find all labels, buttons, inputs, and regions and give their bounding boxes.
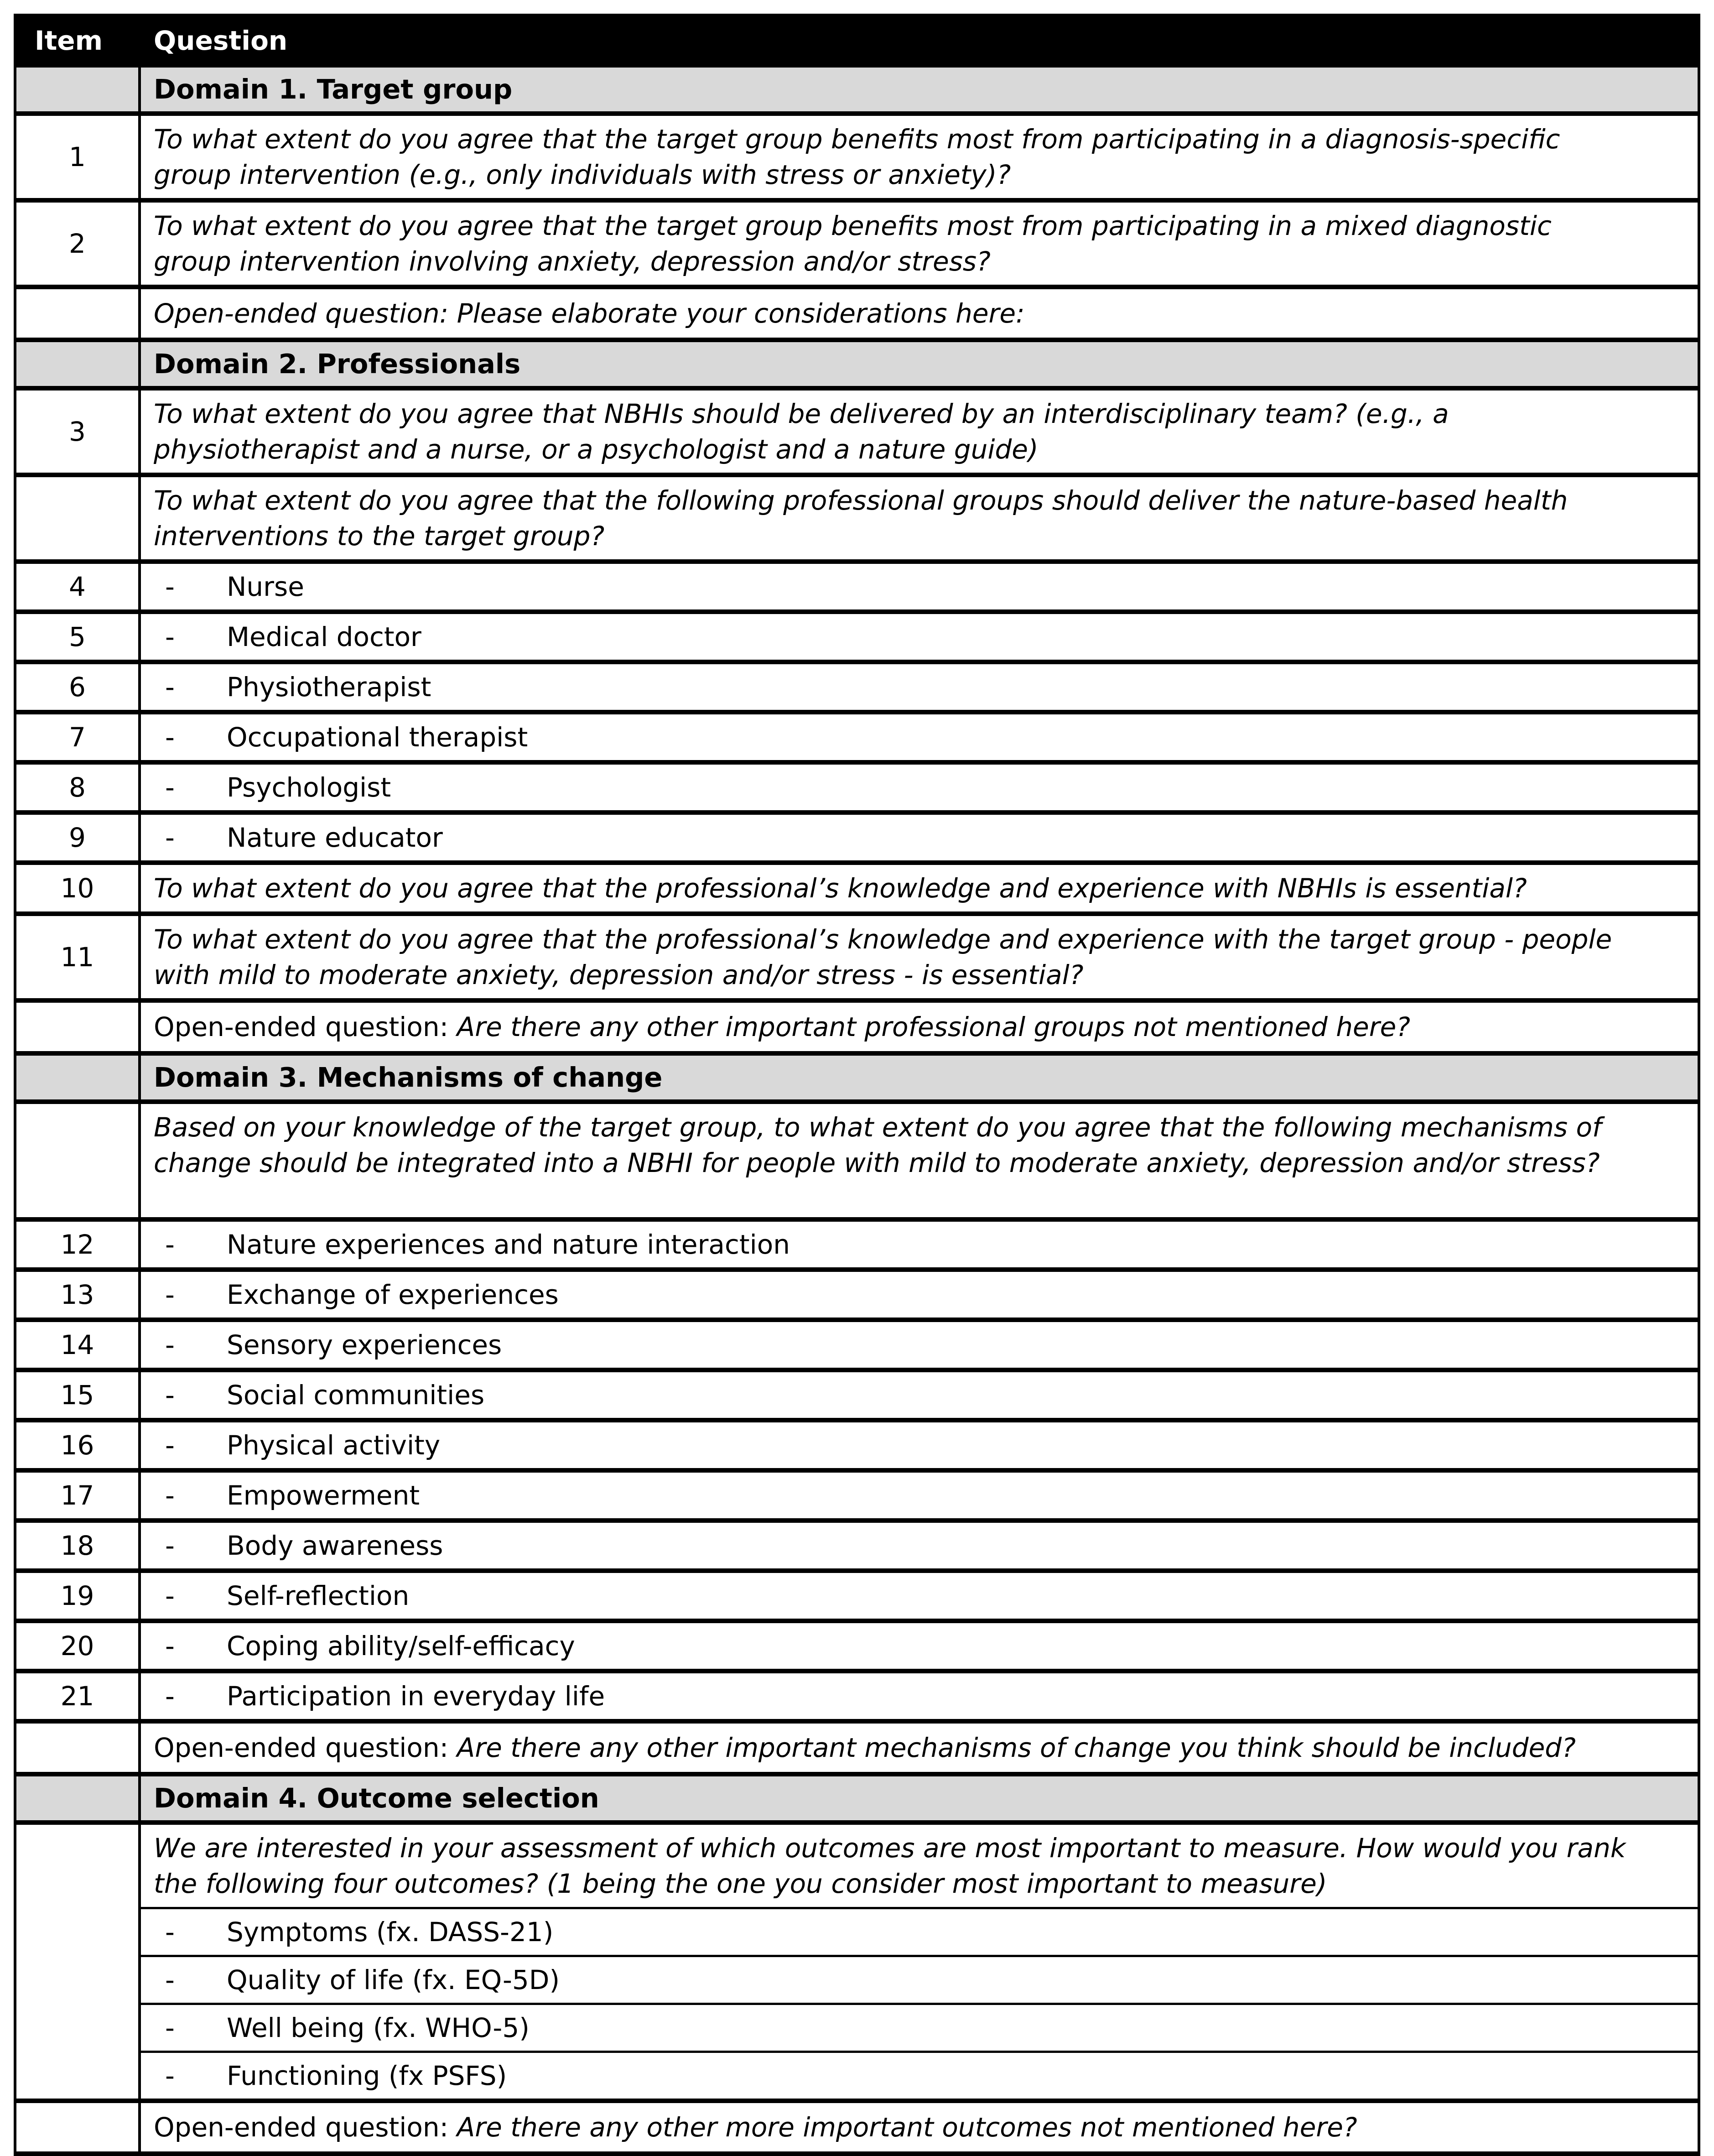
list-row bbox=[15, 1521, 1699, 1571]
item-number-cell: 10 bbox=[15, 863, 140, 914]
item-number-cell: 14 bbox=[15, 1320, 140, 1370]
item-cell-empty bbox=[15, 287, 140, 340]
question-text: To what extent do you agree that the professional’s knowledge and experience with NBHIs is essential? bbox=[154, 873, 1527, 904]
header-question-label: Question bbox=[140, 16, 1699, 65]
list-item-dash: - bbox=[165, 1916, 175, 1948]
list-item-label: Nature educator bbox=[227, 822, 443, 853]
list-item-dash: - bbox=[165, 2060, 175, 2091]
list-item-dash: - bbox=[165, 1480, 175, 1511]
list-row bbox=[15, 1270, 1699, 1320]
list-question-cell bbox=[140, 562, 1699, 612]
list-item-dash: - bbox=[165, 1681, 175, 1712]
outcome-group-question: We are interested in your assessment of which outcomes are most important to measure. How would you rank the following four outcomes? (1 being the one you consider most important to measure) bbox=[154, 1833, 1626, 1899]
question-cell bbox=[140, 1102, 1699, 1219]
list-item-dash: - bbox=[165, 672, 175, 703]
list-question-cell bbox=[140, 1219, 1699, 1270]
question-cell bbox=[140, 863, 1699, 914]
domain-row bbox=[15, 65, 1699, 114]
list-row bbox=[15, 1470, 1699, 1521]
list-question-cell bbox=[140, 1320, 1699, 1370]
list-question-cell bbox=[140, 1420, 1699, 1470]
list-item-dash: - bbox=[165, 1380, 175, 1411]
list-item-dash: - bbox=[165, 2012, 175, 2043]
open-ended-row bbox=[15, 1000, 1699, 1053]
open-ended-question-text: Are there any other more important outcomes not mentioned here? bbox=[457, 2112, 1357, 2143]
list-question-cell bbox=[140, 1370, 1699, 1420]
item-number-cell bbox=[15, 475, 140, 562]
open-ended-row bbox=[15, 1721, 1699, 1774]
list-item-label: Medical doctor bbox=[227, 621, 421, 652]
item-number-cell: 3 bbox=[15, 388, 140, 475]
list-question-cell bbox=[140, 812, 1699, 863]
question-row bbox=[15, 914, 1699, 1000]
list-row bbox=[15, 812, 1699, 863]
open-ended-question-text: Open-ended question: Please elaborate your considerations here: bbox=[154, 298, 1025, 329]
list-question-cell bbox=[140, 1621, 1699, 1671]
table-header-row bbox=[15, 16, 1699, 65]
question-text: To what extent do you agree that the target group benefits most from participating in a diagnosis-specific group intervention (e.g., only individuals with stress or anxiety)? bbox=[154, 124, 1560, 190]
list-question-cell bbox=[140, 712, 1699, 762]
item-number-cell: 1 bbox=[15, 114, 140, 200]
domain-title-cell bbox=[140, 1053, 1699, 1102]
list-item-label: Sensory experiences bbox=[227, 1329, 502, 1360]
list-item-dash: - bbox=[165, 1630, 175, 1661]
item-cell-empty bbox=[15, 340, 140, 388]
list-row bbox=[15, 1320, 1699, 1370]
list-item-label: Nurse bbox=[227, 571, 304, 602]
list-question-cell bbox=[140, 1671, 1699, 1721]
question-row bbox=[15, 388, 1699, 475]
domain-row bbox=[15, 340, 1699, 388]
item-cell-empty bbox=[15, 1823, 140, 2101]
list-item-label: Symptoms (fx. DASS-21) bbox=[227, 1916, 554, 1948]
list-item-dash: - bbox=[165, 1580, 175, 1611]
domain-title-cell bbox=[140, 340, 1699, 388]
item-number-cell: 8 bbox=[15, 762, 140, 812]
list-item-label: Coping ability/self-efficacy bbox=[227, 1630, 575, 1661]
list-question-cell bbox=[140, 1270, 1699, 1320]
domain-title: Domain 3. Mechanisms of change bbox=[154, 1062, 663, 1093]
list-question-cell bbox=[140, 612, 1699, 662]
survey-table-body bbox=[15, 65, 1699, 2154]
open-ended-cell bbox=[140, 1721, 1699, 1774]
list-item-label: Nature experiences and nature interaction bbox=[227, 1229, 790, 1260]
list-question-cell bbox=[140, 1521, 1699, 1571]
open-ended-question-text: Are there any other important mechanisms of change you think should be included? bbox=[457, 1732, 1576, 1763]
outcome-option-row bbox=[141, 2051, 1698, 2099]
list-item-label: Physiotherapist bbox=[227, 672, 431, 703]
outcome-option-row bbox=[141, 1955, 1698, 2003]
question-row bbox=[15, 475, 1699, 562]
item-cell-empty bbox=[15, 1000, 140, 1053]
question-cell bbox=[140, 914, 1699, 1000]
list-item-dash: - bbox=[165, 621, 175, 652]
item-number-cell: 4 bbox=[15, 562, 140, 612]
list-item-label: Self-reflection bbox=[227, 1580, 410, 1611]
question-row bbox=[15, 200, 1699, 287]
list-question-cell bbox=[140, 1571, 1699, 1621]
item-number-cell: 11 bbox=[15, 914, 140, 1000]
question-cell bbox=[140, 200, 1699, 287]
domain-title: Domain 4. Outcome selection bbox=[154, 1782, 599, 1814]
item-number-cell: 12 bbox=[15, 1219, 140, 1270]
list-item-dash: - bbox=[165, 1530, 175, 1561]
open-ended-prefix: Open-ended question: bbox=[154, 1011, 457, 1042]
domain-title-cell bbox=[140, 65, 1699, 114]
question-row bbox=[15, 1102, 1699, 1219]
outcome-option-row bbox=[141, 2003, 1698, 2051]
list-row bbox=[15, 1420, 1699, 1470]
question-row bbox=[15, 114, 1699, 200]
item-number-cell bbox=[15, 1102, 140, 1219]
list-item-dash: - bbox=[165, 722, 175, 753]
item-cell-empty bbox=[15, 1721, 140, 1774]
list-item-label: Functioning (fx PSFS) bbox=[227, 2060, 507, 2091]
outcome-group-cell bbox=[140, 1823, 1699, 2101]
header-item-label: Item bbox=[15, 16, 140, 65]
domain-row bbox=[15, 1053, 1699, 1102]
list-question-cell bbox=[140, 1470, 1699, 1521]
list-item-dash: - bbox=[165, 822, 175, 853]
list-row bbox=[15, 762, 1699, 812]
item-number-cell: 18 bbox=[15, 1521, 140, 1571]
list-row bbox=[15, 1621, 1699, 1671]
list-item-label: Well being (fx. WHO-5) bbox=[227, 2012, 530, 2043]
question-cell bbox=[140, 388, 1699, 475]
list-item-label: Psychologist bbox=[227, 772, 391, 803]
item-cell-empty bbox=[15, 65, 140, 114]
open-ended-question-text: Are there any other important professional groups not mentioned here? bbox=[457, 1011, 1411, 1042]
list-item-dash: - bbox=[165, 1279, 175, 1310]
question-text: To what extent do you agree that the following professional groups should deliver the nature-based health interventions to the target group? bbox=[154, 485, 1568, 552]
list-row bbox=[15, 662, 1699, 712]
domain-title: Domain 1. Target group bbox=[154, 73, 513, 105]
open-ended-cell bbox=[140, 287, 1699, 340]
list-item-label: Empowerment bbox=[227, 1480, 420, 1511]
question-text: To what extent do you agree that the professional’s knowledge and experience with the target group - people with mild to moderate anxiety, depression and/or stress - is essential? bbox=[154, 924, 1612, 990]
list-item-label: Participation in everyday life bbox=[227, 1681, 605, 1712]
list-item-dash: - bbox=[165, 1229, 175, 1260]
domain-row bbox=[15, 1774, 1699, 1823]
list-row bbox=[15, 1671, 1699, 1721]
list-row bbox=[15, 1219, 1699, 1270]
survey-table bbox=[14, 14, 1700, 2156]
question-cell bbox=[140, 475, 1699, 562]
outcome-option-row bbox=[141, 1907, 1698, 1955]
item-number-cell: 13 bbox=[15, 1270, 140, 1320]
item-number-cell: 5 bbox=[15, 612, 140, 662]
list-item-label: Quality of life (fx. EQ-5D) bbox=[227, 1964, 560, 1995]
item-cell-empty bbox=[15, 1053, 140, 1102]
list-item-dash: - bbox=[165, 772, 175, 803]
item-number-cell: 16 bbox=[15, 1420, 140, 1470]
list-item-label: Occupational therapist bbox=[227, 722, 528, 753]
list-row bbox=[15, 562, 1699, 612]
list-item-dash: - bbox=[165, 571, 175, 602]
list-item-label: Physical activity bbox=[227, 1430, 441, 1461]
open-ended-row bbox=[15, 2101, 1699, 2154]
item-number-cell: 6 bbox=[15, 662, 140, 712]
item-number-cell: 2 bbox=[15, 200, 140, 287]
list-item-label: Exchange of experiences bbox=[227, 1279, 559, 1310]
item-number-cell: 7 bbox=[15, 712, 140, 762]
open-ended-prefix: Open-ended question: bbox=[154, 2112, 457, 2143]
item-number-cell: 20 bbox=[15, 1621, 140, 1671]
question-text: Based on your knowledge of the target group, to what extent do you agree that the following mechanisms of change should be integrated into a NBHI for people with mild to moderate anxiety, depression and/or stress? bbox=[154, 1112, 1602, 1178]
item-number-cell: 17 bbox=[15, 1470, 140, 1521]
list-row bbox=[15, 1571, 1699, 1621]
list-row bbox=[15, 612, 1699, 662]
open-ended-prefix: Open-ended question: bbox=[154, 1732, 457, 1763]
list-item-label: Body awareness bbox=[227, 1530, 443, 1561]
list-row bbox=[15, 1370, 1699, 1420]
list-item-label: Social communities bbox=[227, 1380, 485, 1411]
item-number-cell: 15 bbox=[15, 1370, 140, 1420]
open-ended-row bbox=[15, 287, 1699, 340]
domain-title: Domain 2. Professionals bbox=[154, 348, 521, 380]
item-number-cell: 19 bbox=[15, 1571, 140, 1621]
outcome-group-row bbox=[15, 1823, 1699, 2101]
item-number-cell: 9 bbox=[15, 812, 140, 863]
question-row bbox=[15, 863, 1699, 914]
domain-title-cell bbox=[140, 1774, 1699, 1823]
list-item-dash: - bbox=[165, 1430, 175, 1461]
question-text: To what extent do you agree that NBHIs should be delivered by an interdisciplinary team? (e.g., a physiotherapist and a nurse, or a psychologist and a nature guide) bbox=[154, 398, 1449, 465]
list-item-dash: - bbox=[165, 1329, 175, 1360]
list-row bbox=[15, 712, 1699, 762]
item-number-cell: 21 bbox=[15, 1671, 140, 1721]
list-question-cell bbox=[140, 662, 1699, 712]
item-cell-empty bbox=[15, 1774, 140, 1823]
question-cell bbox=[140, 114, 1699, 200]
item-cell-empty bbox=[15, 2101, 140, 2154]
question-text: To what extent do you agree that the target group benefits most from participating in a mixed diagnostic group intervention involving anxiety, depression and/or stress? bbox=[154, 210, 1552, 277]
open-ended-cell bbox=[140, 1000, 1699, 1053]
open-ended-cell bbox=[140, 2101, 1699, 2154]
list-question-cell bbox=[140, 762, 1699, 812]
list-item-dash: - bbox=[165, 1964, 175, 1995]
